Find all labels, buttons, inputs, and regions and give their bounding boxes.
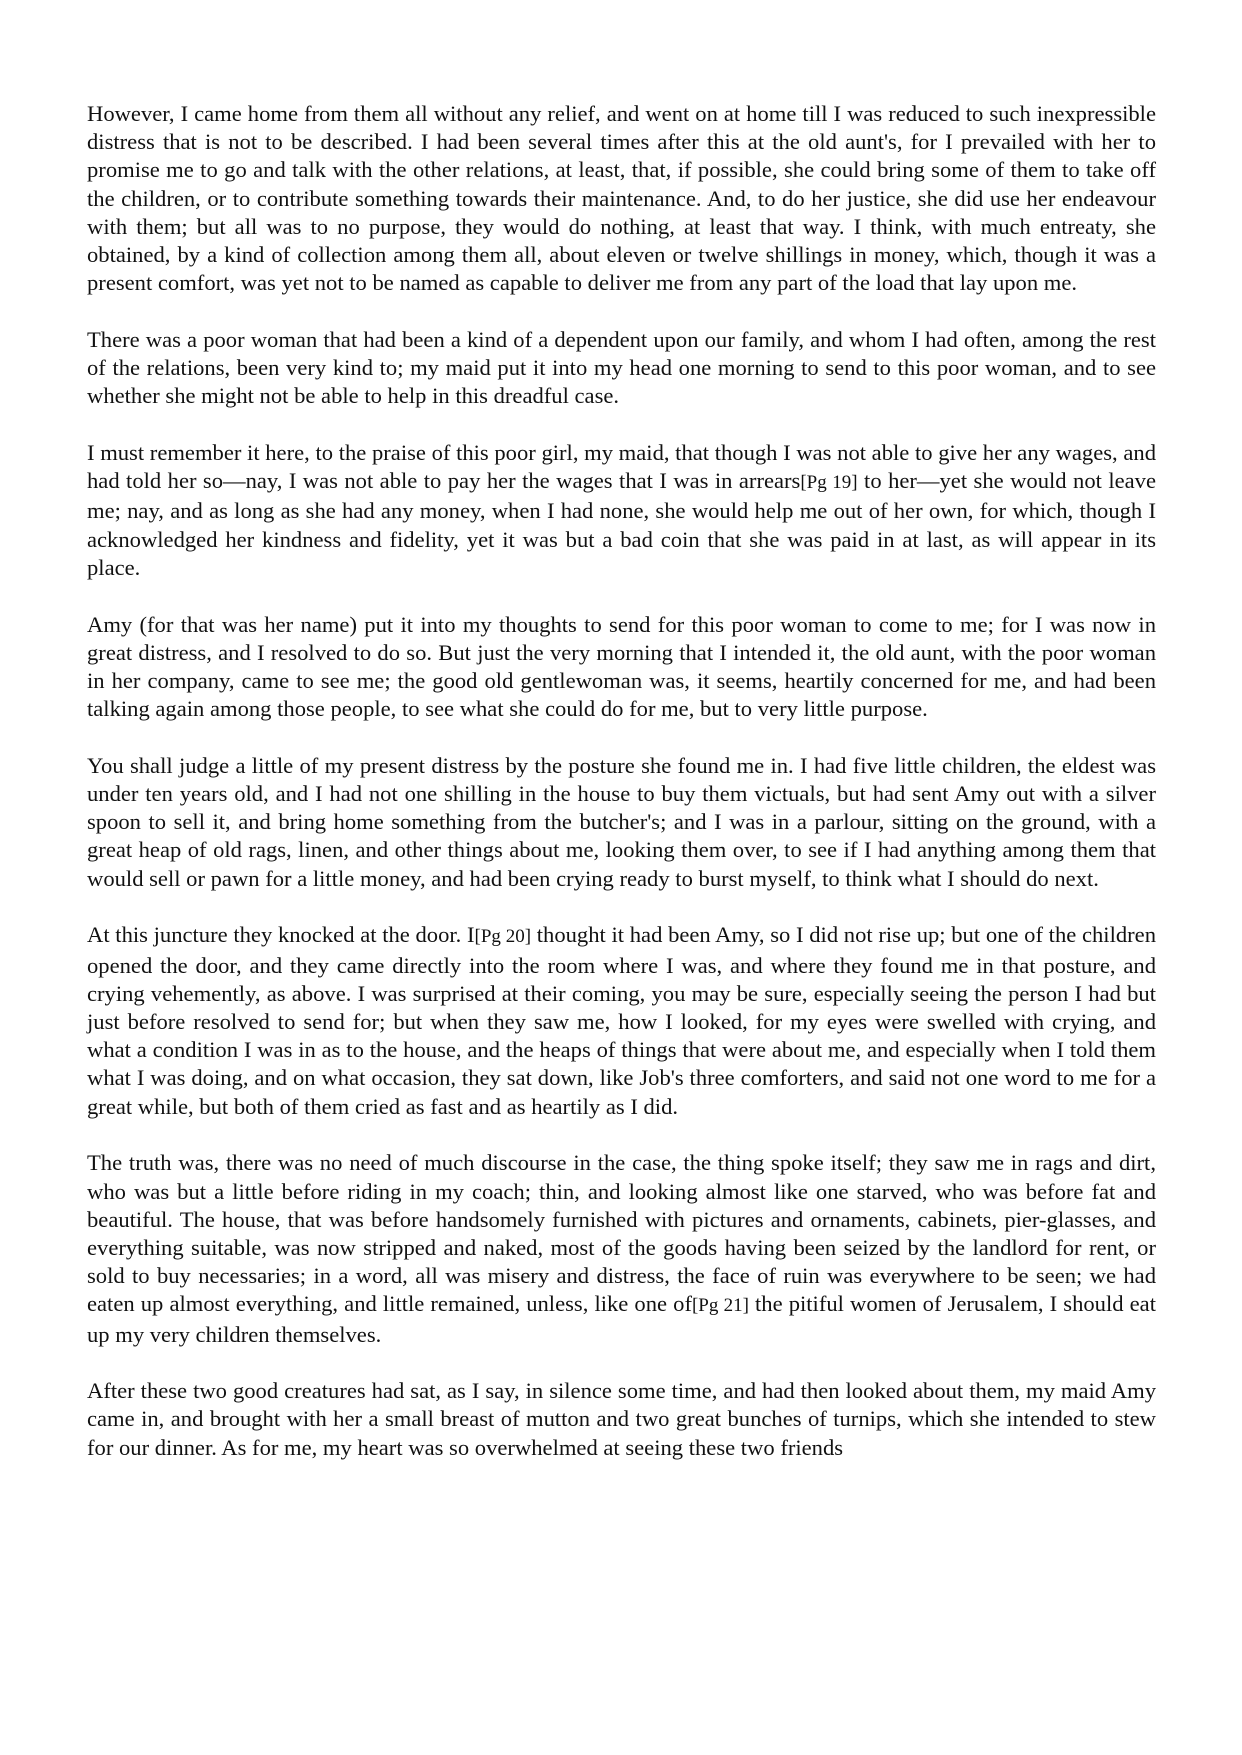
paragraph-text: I must remember it here, to the praise of this poor girl, my maid, that though I was not able to give her any wages, and had told her so—nay, I was not able to pay her the wages that I was in arrears <box>87 440 1156 494</box>
paragraph <box>87 439 1156 582</box>
paragraph-text: There was a poor woman that had been a kind of a dependent upon our family, and whom I had often, among the rest of the relations, been very kind to; my maid put it into my head one morning to send to this poor woman, and to see whether she might not be able to help in this dreadful case. <box>87 326 1156 409</box>
paragraph <box>87 611 1156 724</box>
paragraph <box>87 326 1156 411</box>
paragraph-text: to her—yet she would not leave me; nay, and as long as she had any money, when I had none, she would help me out of her own, for which, though I acknowledged her kindness and fidelity, yet it was but a bad coin that she was paid in at last, as will appear in its place. <box>87 468 1156 580</box>
paragraph-text: the pitiful women of Jerusalem, I should eat up my very children themselves. <box>87 1291 1156 1347</box>
paragraph-text: thought it had been Amy, so I did not rise up; but one of the children opened the door, and they came directly into the room where I was, and where they found me in that posture, and crying vehemently, as above. I was surprised at their coming, you may be sure, especially seeing the person I had but just before resolved to send for; but when they saw me, how I looked, for my eyes were swelled with crying, and what a condition I was in as to the house, and the heaps of things that were about me, and especially when I told them what I was doing, and on what occasion, they sat down, like Job's three comforters, and said not one word to me for a great while, but both of them cried as fast and as heartily as I did. <box>87 922 1156 1119</box>
paragraph <box>87 100 1156 297</box>
paragraph-text: However, I came home from them all without any relief, and went on at home till I was reduced to such inexpressible distress that is not to be described. I had been several times after this at the old aunt's, for I prevailed with her to promise me to go and talk with the other relations, at least, that, if possible, she could bring some of them to take off the children, or to contribute something towards their maintenance. And, to do her justice, she did use her endeavour with them; but all was to no purpose, they would do nothing, at least that way. I think, with much entreaty, she obtained, by a kind of collection among them all, about eleven or twelve shillings in money, which, though it was a present comfort, was yet not to be named as capable to deliver me from any part of the load that lay upon me. <box>87 101 1156 296</box>
paragraph-text: After these two good creatures had sat, as I say, in silence some time, and had then looked about them, my maid Amy came in, and brought with her a small breast of mutton and two great bunches of turnips, which she intended to stew for our dinner. As for me, my heart was so overwhelmed at seeing these two friends <box>87 1378 1156 1460</box>
paragraph <box>87 1377 1156 1462</box>
paragraph <box>87 752 1156 893</box>
paragraph-text: The truth was, there was no need of much discourse in the case, the thing spoke itself; they saw me in rags and dirt, who was but a little before riding in my coach; thin, and looking almost like one starved, who was before fat and beautiful. The house, that was before handsomely furnished with pictures and ornaments, cabinets, pier-glasses, and everything suitable, was now stripped and naked, most of the goods having been seized by the landlord for rent, or sold to buy necessaries; in a word, all was misery and distress, the face of ruin was everywhere to be seen; we had eaten up almost everything, and little remained, unless, like one of <box>87 1150 1156 1317</box>
document-page <box>87 100 1156 1490</box>
paragraph-text: Amy (for that was her name) put it into my thoughts to send for this poor woman to come to me; for I was now in great distress, and I resolved to do so. But just the very morning that I intended it, the old aunt, with the poor woman in her company, came to see me; the good old gentlewoman was, it seems, heartily concerned for me, and had been talking again among those people, to see what she could do for me, but to very little purpose. <box>87 611 1156 722</box>
paragraph <box>87 921 1156 1120</box>
page-number-marker: [Pg 19] <box>800 472 858 494</box>
paragraph-text: You shall judge a little of my present distress by the posture she found me in. I had five little children, the eldest was under ten years old, and I had not one shilling in the house to buy them victuals, but had sent Amy out with a silver spoon to sell it, and bring home something from the butcher's; and I was in a parlour, sitting on the ground, with a great heap of old rags, linen, and other things about me, looking them over, to see if I had anything among them that would sell or pawn for a little money, and had been crying ready to burst myself, to think what I should do next. <box>87 752 1156 891</box>
page-number-marker: [Pg 21] <box>691 1295 749 1317</box>
page-number-marker: [Pg 20] <box>474 926 532 948</box>
paragraph-text: At this juncture they knocked at the door. I <box>87 922 475 948</box>
paragraph <box>87 1149 1156 1348</box>
